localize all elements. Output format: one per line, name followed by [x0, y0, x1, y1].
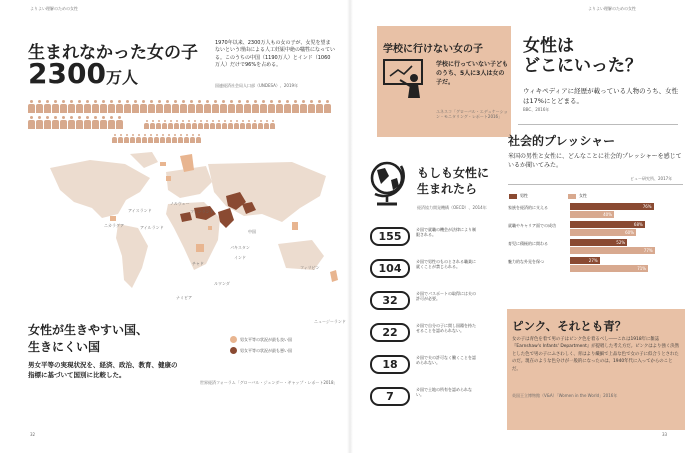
- person-icon: [108, 100, 115, 113]
- bar-women: [570, 229, 636, 236]
- person-icon: [240, 120, 245, 129]
- person-icon: [92, 116, 99, 129]
- map-label-pakistan: パキスタン: [230, 245, 250, 250]
- unborn-number: 2300: [28, 57, 106, 90]
- livable-source: 世界経済フォーラム「グローバル・ジェンダー・ギャップ・レポート2018」: [200, 380, 338, 385]
- legend-best: [230, 336, 292, 343]
- ifwoman-text: カ国でパスポートの取得には夫の許可が必要。: [416, 291, 476, 301]
- person-icon: [76, 116, 83, 129]
- map-label-chad: チャド: [192, 261, 204, 266]
- person-icon: [148, 100, 155, 113]
- ifwoman-number: 18: [370, 355, 410, 374]
- map-philippines: [292, 222, 298, 230]
- pressure-source: ピュー研究所、2017年: [630, 176, 673, 181]
- person-icon: [156, 100, 163, 113]
- person-icon: [308, 100, 315, 113]
- bar-women: [570, 247, 655, 254]
- divider-pressure: [508, 184, 683, 185]
- map-label-philippines: フィリピン: [300, 265, 320, 270]
- person-icon: [212, 100, 219, 113]
- person-icon: [100, 100, 107, 113]
- unborn-source: 国連経済社会局人口部（UNDESA）、2019年: [215, 83, 299, 88]
- map-label-namibia: ナミビア: [176, 295, 192, 300]
- header-left: よりよい理解のための女性: [30, 6, 78, 11]
- map-iceland: [160, 162, 166, 166]
- person-icon: [160, 134, 165, 143]
- person-icon: [180, 100, 187, 113]
- person-icon: [124, 100, 131, 113]
- chart-category-label: 就職やキャリア面での成功: [508, 223, 556, 228]
- where-title: [523, 36, 642, 77]
- map-label-finland: フィンランド: [190, 209, 214, 214]
- person-icon: [204, 100, 211, 113]
- ifwoman-number: 22: [370, 323, 410, 342]
- map-label-china: 中国: [248, 229, 256, 234]
- ifwoman-text: カ国で夫の許可なく働くことを認められない。: [416, 355, 476, 365]
- person-icon: [196, 100, 203, 113]
- chart-category-label: 魅力的な外見を保つ: [508, 259, 544, 264]
- person-icon: [44, 100, 51, 113]
- person-icon: [132, 100, 139, 113]
- legend-best-label: 男女平等の状況が最も良い国: [240, 336, 292, 342]
- person-icon: [36, 116, 43, 129]
- person-icon: [76, 100, 83, 113]
- person-icon: [300, 100, 307, 113]
- livable-title-line1: 女性が生きやすい国、: [28, 323, 149, 337]
- legend-worst-label: 男女平等の状況が最も悪い国: [240, 347, 292, 353]
- map-label-norway: ノルウェー: [170, 201, 190, 206]
- bar-value-label: 27%: [588, 258, 598, 263]
- person-icon: [252, 120, 257, 129]
- person-icon: [154, 134, 159, 143]
- unborn-title: 生まれなかった女の子: [28, 43, 198, 63]
- person-icon: [292, 100, 299, 113]
- person-icon: [52, 100, 59, 113]
- map-rwanda: [208, 226, 212, 230]
- chart-category-label: 育児に積極的に関わる: [508, 241, 548, 246]
- person-icon: [44, 116, 51, 129]
- teacher-icon: [382, 58, 426, 100]
- person-icon: [188, 100, 195, 113]
- person-icon: [140, 100, 147, 113]
- person-icon: [184, 134, 189, 143]
- person-icon: [28, 100, 35, 113]
- bar-men: [570, 221, 645, 228]
- person-icon: [116, 100, 123, 113]
- person-icon: [60, 116, 67, 129]
- person-icon: [148, 134, 153, 143]
- map-label-iceland: アイスランド: [128, 208, 152, 213]
- bar-women: [570, 211, 614, 218]
- bar-value-label: 68%: [633, 222, 643, 227]
- header-right: よりよい理解のための女性: [588, 6, 636, 11]
- legend-men-swatch: [509, 194, 517, 199]
- ifwoman-number: 32: [370, 291, 410, 310]
- ifwoman-title: [417, 166, 489, 197]
- bar-value-label: 40%: [603, 212, 612, 217]
- person-icon: [324, 100, 331, 113]
- legend-women-swatch: [568, 194, 576, 199]
- person-icon: [234, 120, 239, 129]
- map-label-ireland: アイルランド: [140, 225, 164, 230]
- person-icon: [316, 100, 323, 113]
- person-icon: [112, 134, 117, 143]
- legend-worst: [230, 347, 292, 354]
- ifwoman-title-line2: 生まれたら: [417, 181, 478, 196]
- person-icon: [178, 134, 183, 143]
- bar-men: [570, 203, 654, 210]
- ifwoman-text: カ国で男性のものとされる職業に就くことが禁じられる。: [416, 259, 476, 269]
- person-icon: [260, 100, 267, 113]
- person-icon: [244, 100, 251, 113]
- map-label-rwanda: ルワンダ: [214, 281, 230, 286]
- livable-body: 男女平等の実現状況を、経済、政治、教育、健康の指標に基づいて国別に比較した。: [28, 361, 178, 380]
- bar-value-label: 60%: [625, 230, 634, 235]
- person-icon: [246, 120, 251, 129]
- map-east-africa: [218, 208, 234, 228]
- person-icon: [142, 134, 147, 143]
- unborn-body: 1970年以来、2300万人もの女の子が、女児を望まないという理由による人工妊娠中絶の犠牲になっている。このうちの中国（1190万人）とインド（1060万人）だけで96%を占める。: [215, 40, 336, 68]
- map-legend: [230, 336, 292, 354]
- person-icon: [196, 134, 201, 143]
- person-icon: [60, 100, 67, 113]
- person-icon: [190, 134, 195, 143]
- person-icon: [52, 116, 59, 129]
- person-icon: [228, 100, 235, 113]
- person-icon: [130, 134, 135, 143]
- page-number-right: 33: [662, 432, 668, 437]
- school-body: 学校に行っていない子どものうち、5人に3人は女の子だ。: [436, 61, 509, 86]
- map-newzealand: [330, 270, 338, 282]
- globe-icon: [367, 158, 409, 208]
- person-icon: [220, 100, 227, 113]
- person-icon: [100, 116, 107, 129]
- person-icon: [118, 134, 123, 143]
- map-label-nicaragua: ニカラグア: [104, 223, 124, 228]
- bar-women: [570, 265, 648, 272]
- page-number-left: 32: [30, 432, 36, 437]
- person-icon: [276, 100, 283, 113]
- person-icon: [258, 120, 263, 129]
- map-nicaragua: [110, 216, 116, 221]
- person-icon: [264, 120, 269, 129]
- bar-value-label: 77%: [643, 248, 653, 253]
- pressure-chart: [508, 203, 683, 275]
- bar-men: [570, 257, 600, 264]
- bar-value-label: 76%: [642, 204, 652, 209]
- person-icon: [36, 100, 43, 113]
- pressure-title: 社会的プレッシャー: [508, 134, 616, 148]
- pink-body: 女の子は青色を着て男の子はピンク色を着るべし――これは1918年に雑誌『Earnshaw's Infants' Department』が提唱した考え方だ。ピンクはより強く決然とした色で男の子にふさわしく、青はより繊細で上品な色で女の子に似合うとされたのだ。現在のような色分けが一般的になったのは、1940年代に入ってからのことだ。: [512, 337, 680, 372]
- unborn-figure: [28, 57, 138, 90]
- person-icon: [172, 134, 177, 143]
- ifwoman-source: 経済協力開発機構（OECD）、2014年: [417, 205, 487, 210]
- ifwoman-number: 104: [370, 259, 410, 278]
- school-title: 学校に行けない女の子: [383, 44, 483, 55]
- person-icon: [84, 116, 91, 129]
- map-namibia: [196, 244, 204, 252]
- pressure-legend: [509, 193, 587, 199]
- where-source: BBC、2016年: [523, 107, 550, 112]
- person-icon: [236, 100, 243, 113]
- map-label-newzealand: ニュージーランド: [314, 319, 346, 324]
- person-icon: [270, 120, 275, 129]
- bar-men: [570, 239, 627, 246]
- where-title-line2: どこにいった？: [523, 56, 642, 77]
- ifwoman-title-line1: もしも女性に: [417, 166, 490, 180]
- person-icon: [164, 100, 171, 113]
- person-icon: [136, 134, 141, 143]
- legend-men-label: 男性: [520, 193, 528, 198]
- map-ireland: [166, 176, 171, 181]
- pink-title: ピンク、それとも青？: [512, 319, 627, 333]
- where-body: ウィキペディアに経歴が載っている人物のうち、女性は17%にとどまる。: [523, 87, 679, 106]
- ifwoman-number: 155: [370, 227, 410, 246]
- ifwoman-text: カ国で自分の子に関し国籍を持たせることを認められない。: [416, 323, 476, 333]
- person-icon: [28, 116, 35, 129]
- legend-women-label: 女性: [579, 193, 587, 198]
- divider-where: [518, 124, 678, 125]
- legend-best-swatch: [230, 336, 237, 343]
- bar-value-label: 71%: [637, 266, 647, 271]
- person-icon: [252, 100, 259, 113]
- bar-value-label: 52%: [616, 240, 626, 245]
- pressure-body: 米国の男性と女性に、どんなことに社会的プレッシャーを感じているか聞いてみた。: [508, 153, 682, 170]
- ifwoman-text: カ国で土地の所有を認められない。: [416, 387, 472, 397]
- person-icon: [68, 100, 75, 113]
- map-nordics: [180, 154, 194, 172]
- legend-worst-swatch: [230, 347, 237, 354]
- livable-title-line2: 生きにくい国: [28, 340, 101, 355]
- person-icon: [92, 100, 99, 113]
- person-icon: [84, 100, 91, 113]
- person-icon: [284, 100, 291, 113]
- where-title-line1: 女性は: [523, 36, 574, 56]
- chart-category-label: 家族を経済的に支える: [508, 205, 548, 210]
- map-greenland: [130, 152, 158, 168]
- livable-title: [28, 322, 148, 357]
- person-icon: [68, 116, 75, 129]
- unborn-unit: 万人: [105, 68, 138, 87]
- ifwoman-text: カ国で就職の機会が法律により制限される。: [416, 227, 476, 237]
- person-icon: [172, 100, 179, 113]
- person-icon: [166, 134, 171, 143]
- map-label-india: インド: [234, 255, 246, 260]
- person-icon: [268, 100, 275, 113]
- school-source: ユネスコ「グローバル・エデュケーション・モニタリング・レポート2016」: [436, 109, 508, 119]
- ifwoman-number: 7: [370, 387, 410, 406]
- person-icon: [124, 134, 129, 143]
- map-south-america: [116, 224, 148, 288]
- people-row-3: [112, 128, 232, 147]
- pink-source: 英国王立博物館（V&A）「Women in the World」2016年: [512, 393, 618, 398]
